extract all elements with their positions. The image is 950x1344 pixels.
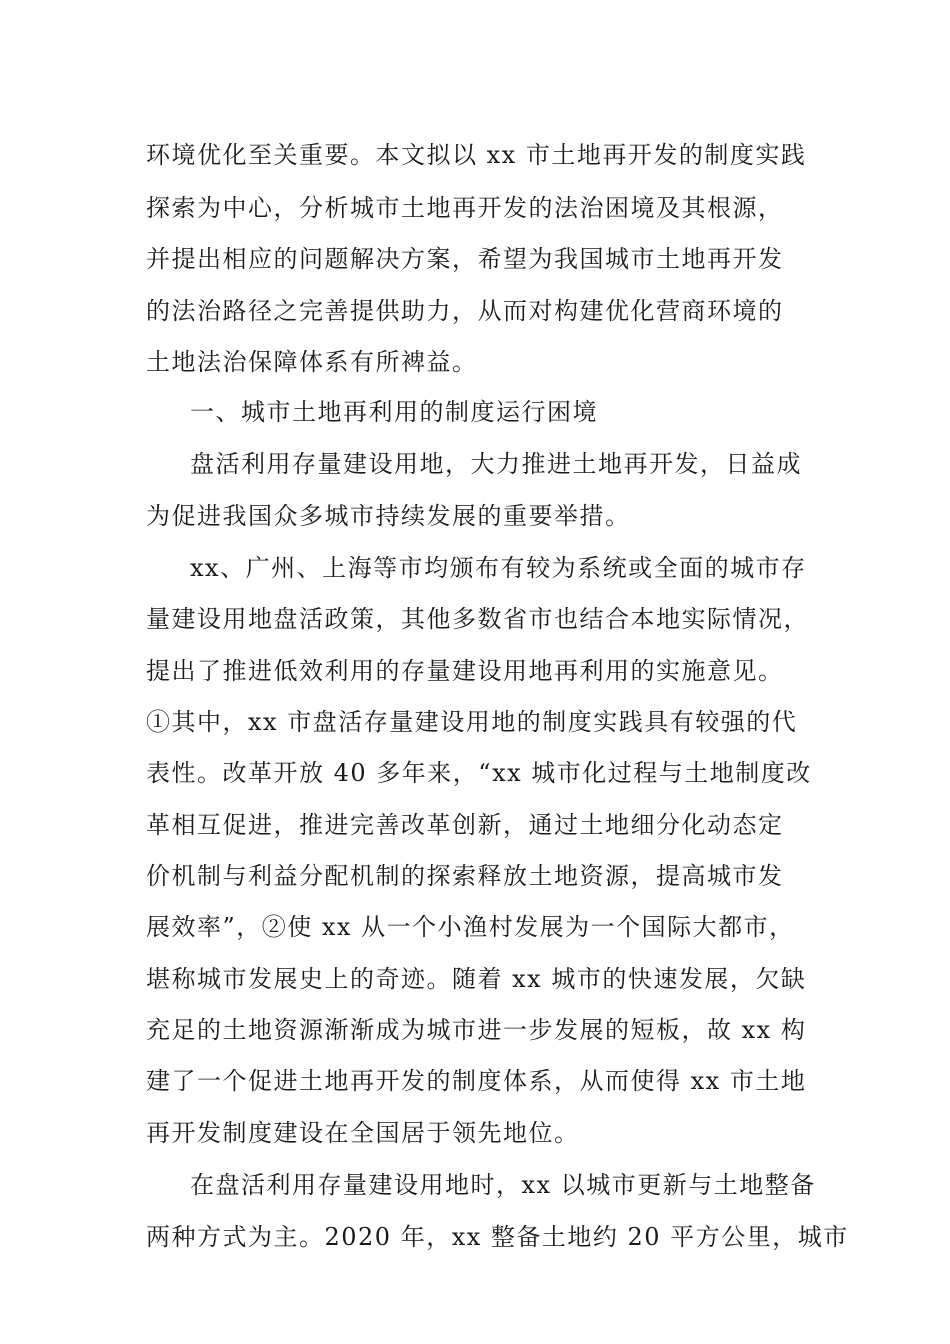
text-line: 盘活利用存量建设用地，大力推进土地再开发，日益成	[190, 450, 802, 478]
text-line: 在盘活利用存量建设用地时，xx 以城市更新与土地整备	[190, 1171, 816, 1199]
text-line: 提出了推进低效利用的存量建设用地再利用的实施意见。	[146, 657, 784, 685]
text-line: 充足的土地资源渐渐成为城市进一步发展的短板，故 xx 构	[146, 1016, 807, 1044]
text-line: 表性。改革开放 40 多年来，“xx 城市化过程与土地制度改	[146, 759, 812, 787]
text-line: 堪称城市发展史上的奇迹。随着 xx 城市的快速发展，欠缺	[146, 965, 807, 993]
text-line: 建了一个促进土地再开发的制度体系，从而使得 xx 市土地	[146, 1067, 807, 1095]
text-line: 探索为中心，分析城市土地再开发的法治困境及其根源，	[146, 194, 784, 222]
text-line: xx、广州、上海等市均颁布有较为系统或全面的城市存	[190, 554, 807, 582]
text-line: 为促进我国众多城市持续发展的重要举措。	[146, 502, 631, 530]
text-line: 并提出相应的问题解决方案，希望为我国城市土地再开发	[146, 245, 784, 273]
text-line: 价机制与利益分配机制的探索释放土地资源，提高城市发	[146, 862, 784, 890]
text-line: ①其中，xx 市盘活存量建设用地的制度实践具有较强的代	[146, 708, 798, 736]
text-line: 革相互促进，推进完善改革创新，通过土地细分化动态定	[146, 811, 784, 839]
text-line: 环境优化至关重要。本文拟以 xx 市土地再开发的制度实践	[146, 141, 807, 169]
text-line: 的法治路径之完善提供助力，从而对构建优化营商环境的	[146, 297, 784, 325]
text-line: 展效率”，②使 xx 从一个小渔村发展为一个国际大都市，	[146, 913, 795, 941]
text-line: 量建设用地盘活政策，其他多数省市也结合本地实际情况，	[146, 605, 809, 633]
section-heading: 一、城市土地再利用的制度运行困境	[190, 398, 598, 426]
text-line: 再开发制度建设在全国居于领先地位。	[146, 1119, 580, 1147]
text-line: 两种方式为主。2020 年，xx 整备土地约 20 平方公里，城市	[146, 1223, 849, 1251]
text-line: 土地法治保障体系有所裨益。	[146, 348, 478, 376]
